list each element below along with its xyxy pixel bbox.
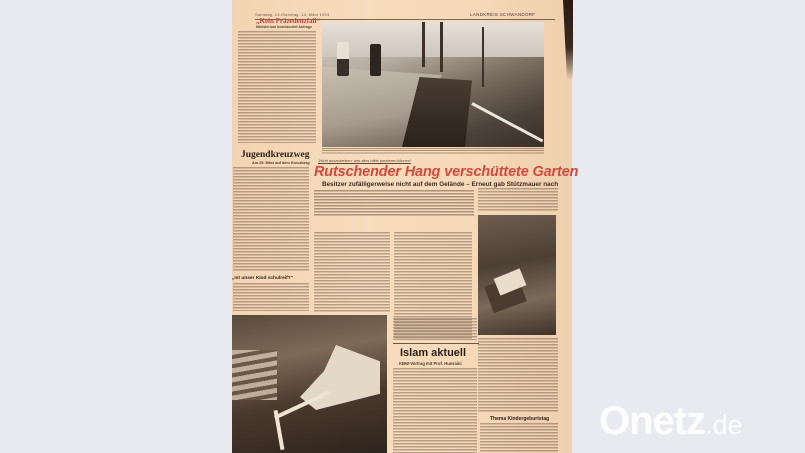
photo-quote: „Nicht auszudenken, was alles hätte passieren können“ (318, 159, 412, 163)
photo-tree (482, 27, 484, 87)
left-kicker-sub: Ministerium beantwortet Anfrage (256, 25, 312, 29)
right-column-text-bottom (478, 338, 558, 413)
main-subheadline: Besitzer zufälligerweise nicht auf dem Gelände – Erneut gab Stützmauer nach (322, 181, 559, 188)
photo-railing (471, 102, 543, 142)
photo-wall-stones (232, 350, 277, 400)
left-kicker: „Kein Präzedenzfall“ (256, 17, 320, 25)
debris-photo (478, 215, 556, 335)
photo-tree (422, 22, 425, 67)
feature-subtitle: Am 25. März auf dem Kreuzberg (252, 161, 310, 165)
box-top-text (393, 318, 477, 340)
onetz-watermark (599, 399, 743, 444)
photo-woman (337, 42, 349, 76)
section-heading: LANDKREIS SCHWANDORF (470, 12, 536, 17)
watermark-tld: .de (705, 410, 743, 440)
left-column-text-top (238, 31, 316, 143)
photo-sky (322, 22, 544, 57)
feature-title: Jugendkreuzweg (241, 150, 310, 160)
dateline: Samstag, 13./Sonntag, 14. März 1993 (255, 12, 330, 17)
photo-man (370, 44, 381, 76)
left-column-text-bottom (233, 283, 309, 311)
box-body-text (393, 368, 477, 453)
main-headline: Rutschender Hang verschüttete Garten (314, 164, 579, 180)
landslide-photo (322, 22, 544, 147)
box-subheadline: KBW-Vortrag mit Prof. Hussaini (399, 361, 462, 366)
right-column-text-top (478, 188, 558, 212)
watermark-brand: Onetz (599, 399, 706, 443)
box-headline: Islam aktuell (400, 347, 467, 359)
photo-tree (440, 22, 443, 72)
left-column-text-mid (233, 167, 309, 272)
question-title: „Ist unser Kind schulreif?“ (232, 276, 294, 281)
small-story-text (480, 423, 558, 453)
box-rule (393, 343, 479, 344)
collapsed-shed-photo (232, 315, 387, 453)
small-story-headline: Thema Kindergeburtstag (490, 416, 550, 422)
main-lead-text (314, 190, 474, 217)
photo-caption (322, 148, 544, 154)
main-body-col-1 (314, 232, 390, 312)
